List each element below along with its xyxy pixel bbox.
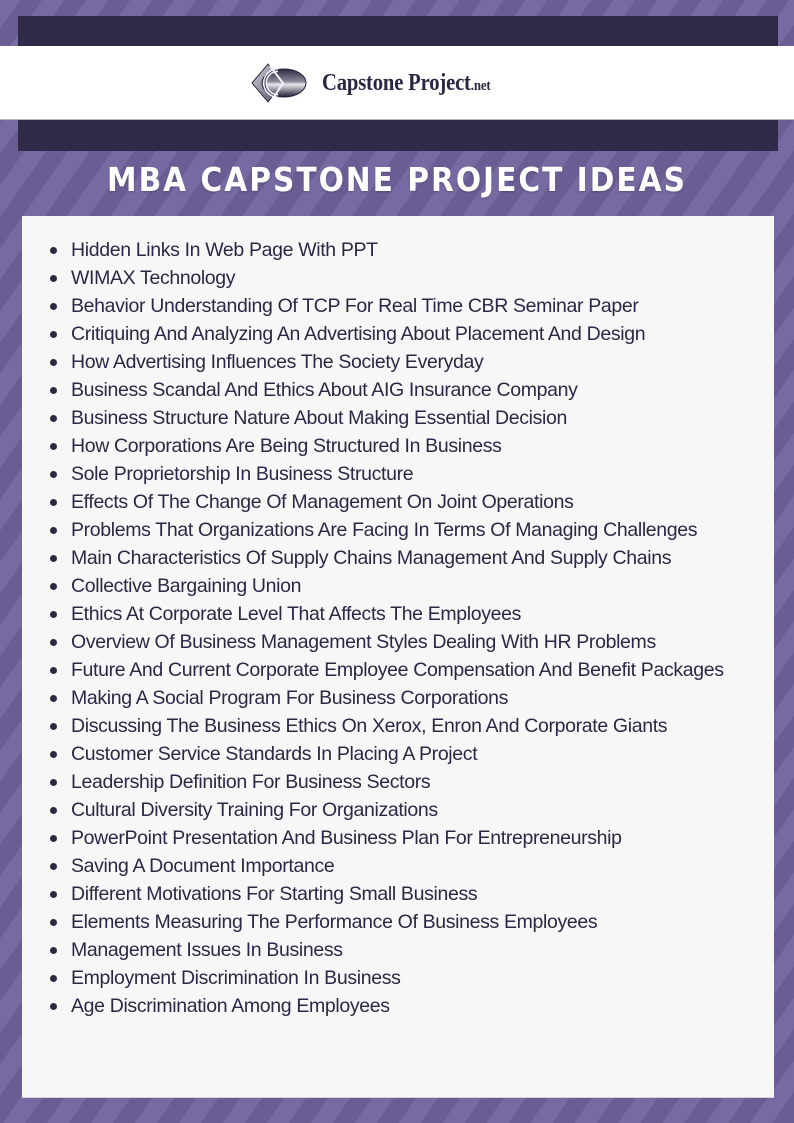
bullet-icon	[50, 443, 57, 450]
list-item: WIMAX Technology	[50, 264, 750, 292]
brand-name: Capstone Project.net	[322, 69, 491, 96]
bullet-icon	[50, 331, 57, 338]
bullet-icon	[50, 415, 57, 422]
list-item: Customer Service Standards In Placing A Project	[50, 740, 750, 768]
bullet-icon	[50, 611, 57, 618]
bullet-icon	[50, 667, 57, 674]
bullet-icon	[50, 863, 57, 870]
bullet-icon	[50, 723, 57, 730]
bullet-icon	[50, 247, 57, 254]
list-item: Sole Proprietorship In Business Structure	[50, 460, 750, 488]
list-item: Overview Of Business Management Styles Dealing With HR Problems	[50, 628, 750, 656]
list-item: Cultural Diversity Training For Organizations	[50, 796, 750, 824]
list-item: Effects Of The Change Of Management On Joint Operations	[50, 488, 750, 516]
bullet-icon	[50, 359, 57, 366]
bullet-icon	[50, 527, 57, 534]
bullet-icon	[50, 639, 57, 646]
list-item: How Corporations Are Being Structured In Business	[50, 432, 750, 460]
bullet-icon	[50, 387, 57, 394]
bullet-icon	[50, 751, 57, 758]
list-item: Elements Measuring The Performance Of Business Employees	[50, 908, 750, 936]
list-item: Age Discrimination Among Employees	[50, 992, 750, 1020]
ideas-panel	[22, 216, 774, 1098]
bottom-dark-band	[18, 120, 778, 151]
top-dark-band	[18, 16, 778, 46]
bullet-icon	[50, 499, 57, 506]
list-item: Saving A Document Importance	[50, 852, 750, 880]
bullet-icon	[50, 779, 57, 786]
bullet-icon	[50, 947, 57, 954]
list-item: Critiquing And Analyzing An Advertising About Placement And Design	[50, 320, 750, 348]
list-item: Collective Bargaining Union	[50, 572, 750, 600]
bullet-icon	[50, 807, 57, 814]
list-item: Behavior Understanding Of TCP For Real Time CBR Seminar Paper	[50, 292, 750, 320]
bullet-icon	[50, 303, 57, 310]
page-title: MBA CAPSTONE PROJECT IDEAS	[107, 160, 687, 199]
list-item: Hidden Links In Web Page With PPT	[50, 236, 750, 264]
bullet-icon	[50, 891, 57, 898]
list-item: Ethics At Corporate Level That Affects The Employees	[50, 600, 750, 628]
bullet-icon	[50, 471, 57, 478]
list-item: Different Motivations For Starting Small Business	[50, 880, 750, 908]
list-item: Leadership Definition For Business Sectors	[50, 768, 750, 796]
list-item: Future And Current Corporate Employee Compensation And Benefit Packages	[50, 656, 750, 684]
list-item: Problems That Organizations Are Facing In Terms Of Managing Challenges	[50, 516, 750, 544]
bullet-icon	[50, 555, 57, 562]
list-item: Management Issues In Business	[50, 936, 750, 964]
list-item: Main Characteristics Of Supply Chains Management And Supply Chains	[50, 544, 750, 572]
list-item: Making A Social Program For Business Corporations	[50, 684, 750, 712]
bullet-icon	[50, 919, 57, 926]
bullet-icon	[50, 695, 57, 702]
bullet-icon	[50, 583, 57, 590]
ideas-list	[50, 236, 750, 1020]
bullet-icon	[50, 275, 57, 282]
bullet-icon	[50, 975, 57, 982]
list-item: PowerPoint Presentation And Business Plan For Entrepreneurship	[50, 824, 750, 852]
capstone-logo-icon	[250, 60, 308, 106]
brand-logo[interactable]	[250, 60, 518, 106]
bullet-icon	[50, 1003, 57, 1010]
list-item: Discussing The Business Ethics On Xerox, Enron And Corporate Giants	[50, 712, 750, 740]
list-item: How Advertising Influences The Society Everyday	[50, 348, 750, 376]
bullet-icon	[50, 835, 57, 842]
list-item: Business Scandal And Ethics About AIG Insurance Company	[50, 376, 750, 404]
list-item: Employment Discrimination In Business	[50, 964, 750, 992]
list-item: Business Structure Nature About Making Essential Decision	[50, 404, 750, 432]
